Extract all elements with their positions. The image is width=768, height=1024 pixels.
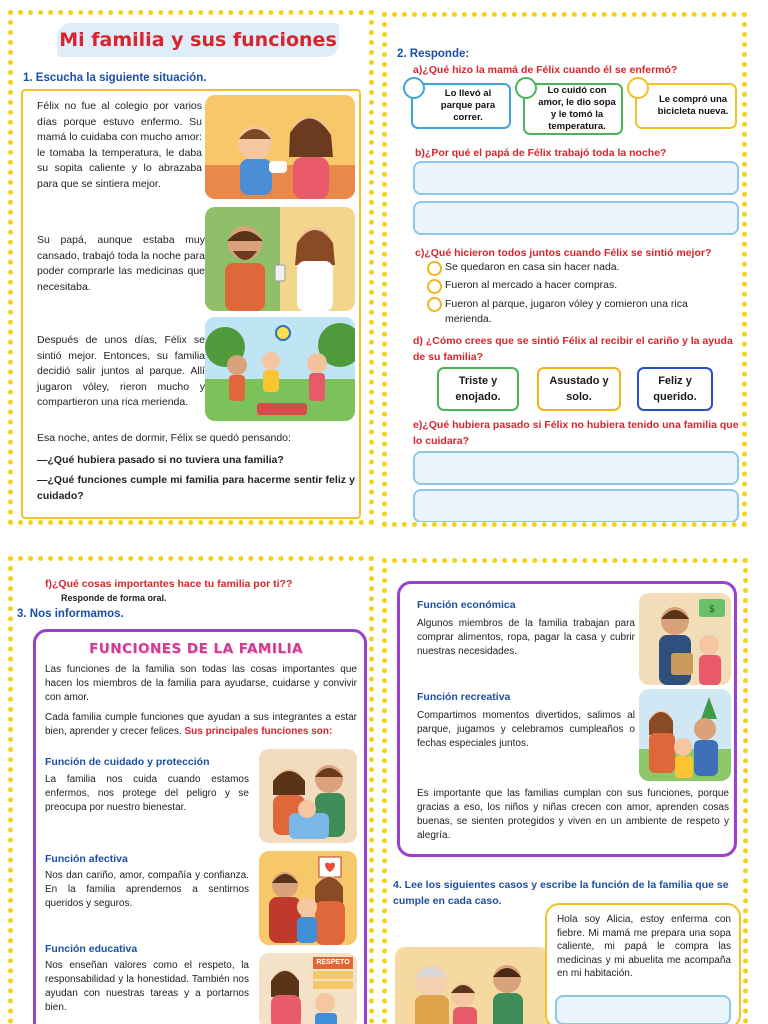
story-paragraph-2: Su papá, aunque estaba muy cansado, trabajó toda la noche para poder comprarle las medicinas que necesitaba. xyxy=(37,234,205,293)
function-care-text: La familia nos cuida cuando estamos enfermos, nos protege del peligro y se preocupa por nuestro bienestar. xyxy=(45,774,249,813)
illustration-mom-caring xyxy=(205,95,355,199)
thought-question-1: —¿Qué hubiera pasado si no tuviera una familia? xyxy=(37,454,284,466)
question-e: e)¿Qué hubiera pasado si Félix no hubiera tenido una familia que lo cuidara? xyxy=(413,419,739,447)
worksheet-page-3 xyxy=(8,556,374,1024)
question-d: d) ¿Cómo crees que se sintió Félix al recibir el cariño y la ayuda de su familia? xyxy=(413,335,733,363)
functions-closing-text: Es importante que las familias cumplan con sus funciones, porque gracias a eso, los niños y niñas crecen con amor, aprenden cosas buenas, se sienten protegidos y viven en un ambiente de respeto y alegría. xyxy=(417,788,729,841)
option-label: Feliz y querido. xyxy=(653,375,697,403)
page-title-banner xyxy=(57,23,339,57)
question-a-option-1[interactable] xyxy=(411,83,511,129)
question-a-option-3[interactable] xyxy=(635,83,737,129)
question-c: c)¿Qué hicieron todos juntos cuando Félix se sintió mejor? xyxy=(415,247,712,259)
functions-intro-2 xyxy=(45,711,357,739)
functions-intro-1: Las funciones de la familia son todas las cosas importantes que hacen los miembros de la familia para ayudarse, cuidarse y convivir con amor. xyxy=(45,664,357,703)
page-title: Mi familia y sus funciones xyxy=(59,29,337,51)
feeling-option-sad[interactable] xyxy=(437,367,519,411)
question-c-option-2[interactable] xyxy=(427,279,737,294)
functions-title: FUNCIONES DE LA FAMILIA xyxy=(89,641,303,657)
question-f-note: Responde de forma oral. xyxy=(61,593,167,603)
function-educational-title: Función educativa xyxy=(45,943,138,955)
radio-button[interactable] xyxy=(427,297,442,312)
section-2-heading: 2. Responde: xyxy=(397,48,470,60)
intro-text: Cada familia cumple funciones que ayudan a sus integrantes a estar bien, aprender y crecer felices. xyxy=(45,712,357,737)
worksheet-page-1 xyxy=(8,10,374,525)
question-f: f)¿Qué cosas importantes hace tu familia por ti?? xyxy=(45,578,293,590)
option-label: Se quedaron en casa sin hacer nada. xyxy=(445,261,620,273)
intro-highlight: Sus principales funciones son: xyxy=(184,726,333,737)
sign-label: RESPETO xyxy=(316,959,350,966)
function-economic-text: Algunos miembros de la familia trabajan para comprar alimentos, ropa, pagar la casa y cubrir nuestras necesidades. xyxy=(417,618,635,657)
option-checkbox-circle[interactable] xyxy=(515,77,537,99)
option-label: Asustado y solo. xyxy=(549,375,609,403)
thought-question-2: —¿Qué funciones cumple mi familia para hacerme sentir feliz y cuidado? xyxy=(37,474,355,502)
function-affective-text: Nos dan cariño, amor, compañía y confianza. En la familia aprendemos a sentirnos queridos y seguros. xyxy=(45,870,249,909)
illustration-family-park xyxy=(205,317,355,421)
option-label: Lo cuidó con amor, le dio sopa y le tomó la temperatura. xyxy=(538,85,616,132)
section-4-heading: 4. Lee los siguientes casos y escribe la función de la familia que se cumple en cada caso. xyxy=(393,879,729,907)
story-paragraph-3: Después de unos días, Félix se sintió mejor. Entonces, su familia decidió salir juntos al parque. Allí jugaron vóley, rieron mucho y compartieron una rica merienda. xyxy=(37,334,205,408)
answer-field-b-1[interactable] xyxy=(413,161,739,195)
function-educational-text: Nos enseñan valores como el respeto, la responsabilidad y la honestidad. También nos ayudan con nuestras tareas y a portarnos bien. xyxy=(45,960,249,1013)
illustration-affective xyxy=(259,851,357,945)
radio-button[interactable] xyxy=(427,261,442,276)
function-recreational-text: Compartimos momentos divertidos, salimos al parque, jugamos y celebramos cumpleaños o fechas especiales juntos. xyxy=(417,710,635,749)
section-1-heading: 1. Escucha la siguiente situación. xyxy=(23,72,207,84)
illustration-dad-pharmacy xyxy=(205,207,355,311)
feeling-option-scared[interactable] xyxy=(537,367,621,411)
illustration-recreational xyxy=(639,689,731,781)
radio-button[interactable] xyxy=(427,279,442,294)
option-label: Lo llevó al parque para correr. xyxy=(440,88,496,123)
question-a-option-2[interactable] xyxy=(523,83,623,135)
question-b: b)¿Por qué el papá de Félix trabajó toda la noche? xyxy=(415,147,667,159)
option-label: Le compró una bicicleta nueva. xyxy=(657,94,729,117)
svg-text:$: $ xyxy=(708,604,716,615)
answer-field-e-1[interactable] xyxy=(413,451,739,485)
answer-field-case-1[interactable] xyxy=(555,995,731,1024)
section-3-heading: 3. Nos informamos. xyxy=(17,608,124,620)
worksheet-page-4 xyxy=(382,558,748,1024)
worksheet-page-2 xyxy=(382,12,747,527)
option-label: Fueron al parque, jugaron vóley y comieron una rica merienda. xyxy=(445,298,688,325)
illustration-care xyxy=(259,749,357,843)
option-label: Fueron al mercado a hacer compras. xyxy=(445,279,618,291)
question-c-option-3[interactable] xyxy=(427,297,727,327)
function-economic-title: Función económica xyxy=(417,599,516,611)
option-checkbox-circle[interactable] xyxy=(403,77,425,99)
question-c-option-1[interactable] xyxy=(427,261,737,276)
function-care-title: Función de cuidado y protección xyxy=(45,756,210,768)
answer-field-e-2[interactable] xyxy=(413,489,739,523)
function-affective-title: Función afectiva xyxy=(45,853,128,865)
question-a: a)¿Qué hizo la mamá de Félix cuando él se enfermó? xyxy=(413,64,678,76)
illustration-educational xyxy=(259,953,357,1024)
option-checkbox-circle[interactable] xyxy=(627,77,649,99)
function-recreational-title: Función recreativa xyxy=(417,691,511,703)
story-paragraph-4: Esa noche, antes de dormir, Félix se quedó pensando: xyxy=(37,432,291,444)
illustration-alicia-sick xyxy=(395,947,549,1024)
illustration-economic xyxy=(639,593,731,685)
story-paragraph-1: Félix no fue al colegio por varios días porque estuvo enfermo. Su mamá lo cuidaba con mucho amor: le tomaba la temperatura, le daba su sopita caliente y lo abrazaba para que se sintiera mejor. xyxy=(37,100,202,190)
case-1-text: Hola soy Alicia, estoy enferma con fiebre. Mi mamá me prepara una sopa caliente, mi papá le compra las medicinas y mi abuelita me acompaña en mi habitación. xyxy=(557,914,731,979)
option-label: Triste y enojado. xyxy=(455,375,501,403)
feeling-option-happy[interactable] xyxy=(637,367,713,411)
answer-field-b-2[interactable] xyxy=(413,201,739,235)
